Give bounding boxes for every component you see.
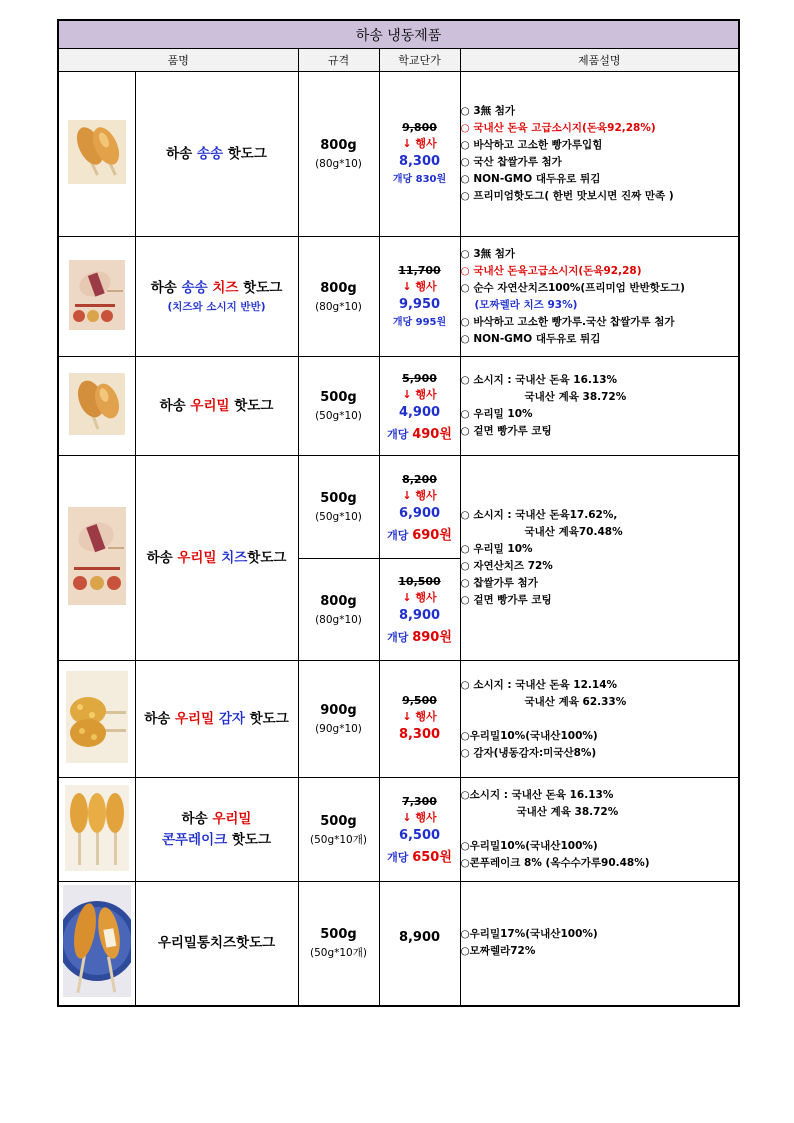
desc-line: 국내산 계육 38.72%: [524, 391, 627, 403]
desc-line: ○ NON-GMO 대두유로 튀김: [460, 332, 601, 345]
sale-label: ↓ 행사: [402, 137, 437, 150]
name-highlight: 치즈: [207, 280, 239, 296]
spec-weight: 500g: [320, 390, 357, 405]
product-name: [135, 357, 298, 456]
desc-line: 국내산 계육70.48%: [524, 526, 623, 538]
desc-line: (모짜렐라 치즈 93%): [474, 298, 578, 311]
wheat-corndog-image: [69, 373, 125, 435]
name-part: 하송: [166, 145, 197, 162]
old-price: 8,200: [402, 472, 437, 486]
unit-price: [380, 626, 460, 645]
desc-line: 국내산 계육 38.72%: [516, 806, 619, 818]
desc-line: ○ 국산 찹쌀가루 첨가: [460, 156, 562, 168]
sale-label: ↓ 행사: [402, 488, 437, 502]
spec-weight: 800g: [320, 280, 357, 296]
product-price: [379, 778, 460, 882]
table-row: [58, 882, 739, 1006]
wheat-cheese-corndog-package-image: [68, 507, 126, 605]
desc-line: ○ NON-GMO 대두유로 튀김: [460, 173, 601, 185]
sale-label: ↓ 행사: [402, 811, 437, 824]
product-desc: [460, 237, 739, 357]
sale-label: ↓ 행사: [402, 387, 437, 401]
product-desc: [460, 456, 739, 661]
old-price: 5,900: [402, 371, 437, 385]
product-price: [379, 357, 460, 456]
unit-price: 개당 830원: [392, 174, 447, 185]
desc-line: ○ 바삭하고 고소한 빵가루.국산 찹쌀가루 첨가: [460, 315, 675, 328]
name-part: 하송: [159, 397, 191, 414]
header-desc: 제품설명: [460, 49, 739, 72]
desc-line: ○우리밀10%(국내산100%): [460, 840, 598, 852]
desc-line: ○ 우리밀 10%: [460, 543, 533, 555]
unit-label: 개당: [387, 851, 413, 864]
spec-pack: (80g*10): [315, 158, 362, 170]
name-highlight: 송송: [181, 280, 208, 296]
table-row: [58, 72, 739, 237]
desc-line: ○소시지 : 국내산 돈육 16.13%: [460, 789, 614, 801]
spec-weight: 500g: [320, 491, 357, 506]
old-price: 9,500: [402, 694, 437, 707]
desc-line: ○모짜렐라72%: [460, 945, 536, 958]
unit-price: [380, 846, 460, 865]
product-image-cell: [58, 357, 135, 456]
product-desc: [460, 357, 739, 456]
name-part: 핫도그: [247, 549, 287, 566]
spec-pack: (80g*10): [315, 300, 362, 313]
spec-weight: 900g: [320, 703, 357, 718]
sheet-title: 하송 냉동제품: [58, 20, 739, 49]
new-price: 8,300: [398, 154, 441, 169]
product-table: [57, 19, 740, 1007]
name-part: 핫도그: [223, 145, 267, 162]
product-name: [135, 882, 298, 1006]
old-price: 9,800: [402, 121, 437, 134]
product-desc: [460, 661, 739, 778]
spec-pack: (50g*10개): [310, 947, 367, 960]
desc-line: ○ 프리미엄핫도그( 한번 맛보시면 진짜 만족 ): [460, 190, 674, 202]
unit-price: 개당 995원: [392, 316, 447, 328]
name-part: 하송: [181, 810, 213, 827]
desc-line: ○ 자연산치즈 72%: [460, 560, 553, 572]
new-price: 6,900: [398, 505, 441, 521]
table-row: [58, 778, 739, 882]
unit-price: [380, 524, 460, 543]
spec-weight: 800g: [320, 138, 357, 153]
name-part: 하송: [150, 280, 182, 296]
product-price: [379, 559, 460, 661]
cornflake-corndog-image: [65, 785, 129, 871]
sale-label: ↓ 행사: [402, 591, 437, 604]
product-price: [379, 456, 460, 559]
name-highlight: 콘푸레이크: [161, 831, 228, 848]
spec-pack: (50g*10): [315, 511, 362, 523]
name-highlight: 우리밀: [212, 810, 252, 827]
desc-line: ○ 3無 첨가: [460, 247, 516, 260]
table-row: [58, 661, 739, 778]
desc-line: ○ 3無 첨가: [460, 105, 516, 117]
desc-line: ○우리밀10%(국내산100%): [460, 729, 598, 742]
product-name: [135, 456, 298, 661]
product-name: [135, 778, 298, 882]
desc-line: ○우리밀17%(국내산100%): [460, 928, 598, 941]
header-price: 학교단가: [379, 49, 460, 72]
table-row: [58, 357, 739, 456]
spec-weight: 500g: [320, 813, 357, 829]
unit-price: [380, 423, 460, 442]
corndog-image: [68, 120, 126, 184]
product-spec: [298, 72, 379, 237]
desc-line: ○ 겉면 빵가루 코팅: [460, 425, 552, 437]
product-spec: [298, 456, 379, 559]
new-price: 8,300: [398, 727, 441, 742]
unit-value: 690원: [412, 527, 452, 543]
desc-line: ○ 바삭하고 고소한 빵가루입힘: [460, 139, 603, 151]
name-subtitle: (치즈와 소시지 반반): [167, 301, 266, 313]
desc-line: ○ 국내산 돈육고급소시지(돈육92,28): [460, 264, 642, 277]
unit-label: 개당: [387, 631, 413, 644]
whole-cheese-corndog-image: [63, 885, 131, 997]
header-spec: 규격: [298, 49, 379, 72]
desc-line: ○ 국내산 돈육 고급소시지(돈육92,28%): [460, 122, 656, 134]
desc-line: 국내산 계육 62.33%: [524, 695, 627, 708]
product-price: [379, 237, 460, 357]
unit-value: 490원: [412, 426, 452, 442]
table-row: [58, 456, 739, 559]
name-part: 핫도그: [229, 397, 274, 414]
spec-pack: (50g*10): [315, 410, 362, 422]
spec-weight: 800g: [320, 593, 357, 609]
desc-line: ○콘푸레이크 8% (옥수수가루90.48%): [460, 857, 650, 869]
product-price: [379, 882, 460, 1006]
name-part: 우리밀통치즈핫도그: [157, 934, 276, 951]
desc-line: ○ 소시지 : 국내산 돈육 16.13%: [460, 374, 618, 386]
unit-value: 890원: [412, 630, 452, 645]
desc-line: ○ 찹쌀가루 첨가: [460, 577, 538, 589]
name-part: 핫도그: [238, 280, 283, 296]
product-spec: [298, 661, 379, 778]
product-name: [135, 237, 298, 357]
desc-line: ○ 소시지 : 국내산 돈육 12.14%: [460, 678, 618, 691]
product-desc: [460, 882, 739, 1006]
name-part: 핫도그: [244, 710, 289, 727]
new-price: 4,900: [398, 404, 441, 420]
sale-label: ↓ 행사: [402, 279, 437, 293]
product-image-cell: [58, 237, 135, 357]
product-image-cell: [58, 72, 135, 237]
spec-pack: (80g*10): [315, 613, 362, 626]
name-highlight: 감자: [214, 710, 245, 727]
old-price: 10,500: [398, 575, 441, 588]
name-highlight: 우리밀: [190, 397, 230, 414]
name-highlight: 치즈: [216, 549, 248, 566]
header-name: 품명: [58, 49, 298, 72]
spec-pack: (90g*10): [315, 723, 362, 735]
product-image-cell: [58, 882, 135, 1006]
product-name: [135, 72, 298, 237]
name-part: 하송: [144, 710, 176, 727]
desc-line: ○ 겉면 빵가루 코팅: [460, 594, 552, 606]
cheese-corndog-package-image: [69, 260, 125, 330]
desc-line: ○ 감자(냉동감자:미국산8%): [460, 746, 597, 759]
name-highlight: 우리밀: [177, 549, 217, 566]
table-row: [58, 237, 739, 357]
product-spec: [298, 559, 379, 661]
product-price: [379, 72, 460, 237]
product-spec: [298, 237, 379, 357]
name-part: 핫도그: [227, 831, 272, 848]
old-price: 11,700: [398, 263, 441, 277]
product-image-cell: [58, 778, 135, 882]
product-spec: [298, 357, 379, 456]
name-highlight: 송송: [196, 145, 224, 162]
desc-line: ○ 우리밀 10%: [460, 408, 533, 420]
unit-label: 개당: [387, 427, 413, 441]
spec-pack: (50g*10개): [310, 833, 367, 846]
unit-label: 개당: [387, 528, 413, 542]
desc-line: ○ 순수 자연산치즈100%(프리미엄 반반핫도그): [460, 281, 685, 294]
new-price: 8,900: [398, 608, 441, 623]
new-price: 6,500: [398, 828, 441, 843]
product-spec: [298, 778, 379, 882]
name-part: 하송: [146, 549, 178, 566]
product-image-cell: [58, 456, 135, 661]
old-price: 7,300: [402, 795, 437, 808]
unit-value: 650원: [412, 850, 452, 865]
new-price: 9,950: [398, 296, 441, 312]
name-highlight: 우리밀: [175, 710, 215, 727]
product-price: [379, 661, 460, 778]
product-image-cell: [58, 661, 135, 778]
product-spec: [298, 882, 379, 1006]
desc-line: ○ 소시지 : 국내산 돈육17.62%,: [460, 509, 618, 521]
price: 8,900: [398, 930, 441, 945]
product-desc: [460, 778, 739, 882]
product-desc: [460, 72, 739, 237]
sale-label: ↓ 행사: [402, 710, 437, 723]
product-name: [135, 661, 298, 778]
spec-weight: 500g: [320, 927, 357, 943]
potato-corndog-image: [66, 671, 128, 763]
